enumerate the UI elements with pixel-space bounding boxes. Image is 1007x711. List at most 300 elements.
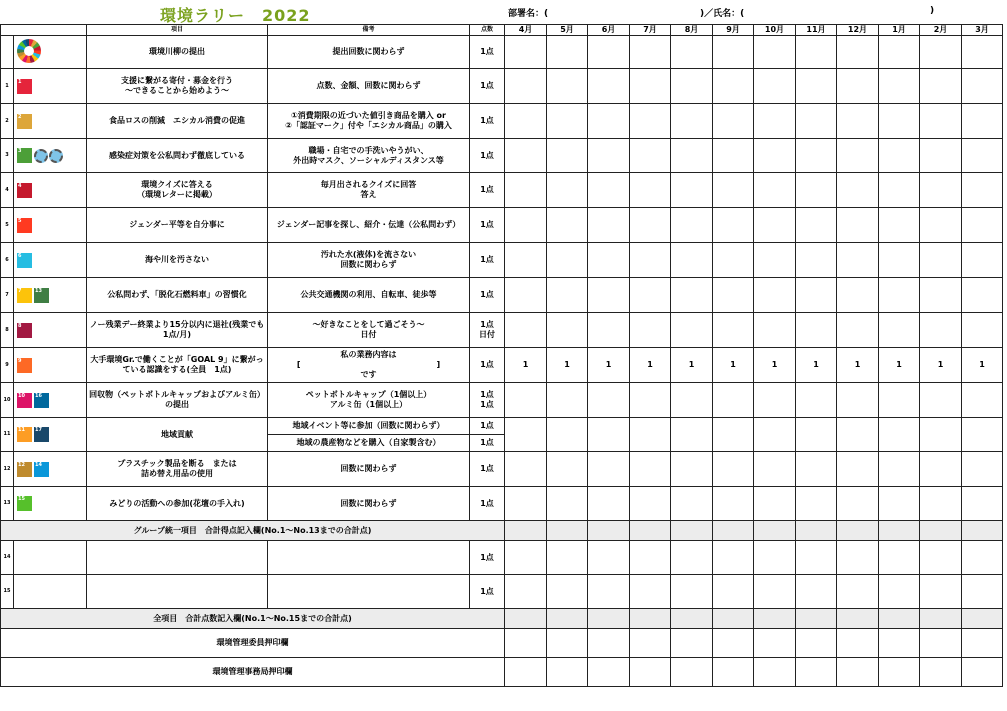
stamp-cell[interactable] (505, 658, 547, 687)
month-entry-cell[interactable] (671, 575, 713, 609)
month-entry-cell[interactable] (713, 104, 754, 139)
month-entry-cell[interactable] (754, 243, 796, 278)
stamp-cell[interactable] (588, 629, 630, 658)
group-total-cell[interactable] (630, 521, 671, 541)
group-total-cell[interactable] (837, 521, 879, 541)
month-entry-cell[interactable]: 1 (630, 348, 671, 383)
table-row (1, 36, 1003, 69)
month-entry-cell[interactable] (505, 208, 547, 243)
month-entry-cell[interactable] (837, 243, 879, 278)
month-entry-cell[interactable] (920, 487, 962, 521)
month-entry-cell[interactable] (505, 69, 547, 104)
remarks-text (268, 383, 470, 418)
month-entry-cell[interactable] (588, 139, 630, 173)
month-entry-cell[interactable] (547, 69, 588, 104)
all-total-cell[interactable] (713, 609, 754, 629)
sdg-number-glyph: 10 (18, 392, 25, 399)
month-entry-cell[interactable] (630, 541, 671, 575)
month-entry-cell[interactable] (713, 383, 754, 418)
group-total-cell[interactable] (713, 521, 754, 541)
month-entry-cell[interactable] (962, 208, 1003, 243)
stamp-cell[interactable] (713, 658, 754, 687)
month-entry-cell[interactable] (505, 575, 547, 609)
stamp-cell[interactable] (630, 658, 671, 687)
points-text (470, 69, 505, 104)
row-number: 14 (1, 541, 14, 575)
month-entry-cell[interactable] (962, 487, 1003, 521)
month-entry-cell[interactable] (547, 313, 588, 348)
month-entry-cell[interactable] (920, 313, 962, 348)
table-row (1, 69, 1003, 104)
month-entry-cell[interactable] (588, 104, 630, 139)
month-entry-cell[interactable] (630, 313, 671, 348)
month-entry-cell[interactable]: 1 (920, 348, 962, 383)
row-number: 1 (1, 69, 14, 104)
month-entry-cell[interactable] (505, 139, 547, 173)
stamp-cell[interactable] (920, 629, 962, 658)
all-total-cell[interactable] (754, 609, 796, 629)
month-entry-cell[interactable] (754, 575, 796, 609)
month-entry-cell[interactable] (588, 243, 630, 278)
remarks-line: 公共交通機関の利用、自転車、徒歩等 (300, 290, 437, 299)
month-entry-cell[interactable] (754, 487, 796, 521)
month-entry-cell[interactable] (754, 541, 796, 575)
month-entry-cell[interactable] (505, 418, 547, 452)
month-entry-cell[interactable] (796, 139, 837, 173)
group-total-cell[interactable] (671, 521, 713, 541)
month-entry-cell[interactable] (547, 487, 588, 521)
month-entry-cell[interactable] (920, 69, 962, 104)
month-entry-cell[interactable] (671, 173, 713, 208)
stamp-cell[interactable] (630, 629, 671, 658)
points-line: 1点 (480, 390, 494, 399)
free-remarks-cell[interactable] (268, 575, 470, 609)
remarks-text: 地域の農産物などを購入（自家製含む） (268, 435, 470, 452)
month-entry-cell[interactable] (671, 104, 713, 139)
month-entry-cell[interactable] (713, 208, 754, 243)
month-entry-cell[interactable] (547, 36, 588, 69)
item-text: 環境川柳の提出 (87, 36, 268, 69)
all-total-cell[interactable] (588, 609, 630, 629)
item-text: 感染症対策を公私問わず徹底している (87, 139, 268, 173)
group-total-cell[interactable] (588, 521, 630, 541)
month-entry-cell[interactable] (837, 36, 879, 69)
free-item-cell[interactable] (87, 575, 268, 609)
stamp-cell[interactable] (588, 658, 630, 687)
header-month: 9月 (713, 25, 754, 36)
sdg-icons-cell (14, 313, 87, 348)
points-text (470, 243, 505, 278)
month-entry-cell[interactable]: 1 (837, 348, 879, 383)
month-entry-cell[interactable] (837, 139, 879, 173)
table-row (1, 139, 1003, 173)
month-entry-cell[interactable] (588, 418, 630, 452)
item-text: 回収物（ペットボトルキャップおよびアルミ缶）の提出 (87, 383, 268, 418)
month-entry-cell[interactable] (962, 383, 1003, 418)
month-entry-cell[interactable] (879, 383, 920, 418)
month-entry-cell[interactable] (713, 278, 754, 313)
month-entry-cell[interactable] (920, 36, 962, 69)
month-entry-cell[interactable] (754, 104, 796, 139)
stamp-cell[interactable] (796, 629, 837, 658)
stamp-cell[interactable] (713, 629, 754, 658)
month-entry-cell[interactable] (588, 173, 630, 208)
month-entry-cell[interactable] (588, 208, 630, 243)
month-entry-cell[interactable] (547, 418, 588, 452)
month-entry-cell[interactable]: 1 (505, 348, 547, 383)
month-entry-cell[interactable] (962, 69, 1003, 104)
month-entry-cell[interactable] (671, 541, 713, 575)
stamp-cell[interactable] (920, 658, 962, 687)
month-entry-cell[interactable] (754, 173, 796, 208)
month-entry-cell[interactable] (837, 418, 879, 452)
month-entry-cell[interactable] (505, 278, 547, 313)
month-entry-cell[interactable] (671, 36, 713, 69)
month-entry-cell[interactable] (671, 313, 713, 348)
month-entry-cell[interactable] (754, 452, 796, 487)
points-line: 1点 (480, 320, 494, 329)
month-entry-cell[interactable] (671, 243, 713, 278)
free-item-cell[interactable] (87, 541, 268, 575)
month-entry-cell[interactable] (920, 243, 962, 278)
month-entry-cell[interactable]: 1 (879, 348, 920, 383)
month-entry-cell[interactable]: 1 (796, 348, 837, 383)
row-number: 7 (1, 278, 14, 313)
month-entry-cell[interactable] (713, 418, 754, 452)
sdg-number-glyph: 3 (18, 148, 22, 154)
sdg-number-glyph: 9 (18, 357, 22, 364)
month-entry-cell[interactable] (547, 243, 588, 278)
points-line: 1点 (480, 290, 494, 299)
month-entry-cell[interactable] (713, 313, 754, 348)
month-entry-cell[interactable] (630, 487, 671, 521)
group-total-cell[interactable] (796, 521, 837, 541)
points-text (470, 208, 505, 243)
month-entry-cell[interactable] (837, 173, 879, 208)
stamp-cell[interactable] (796, 658, 837, 687)
month-entry-cell[interactable] (671, 418, 713, 452)
month-entry-cell[interactable] (754, 418, 796, 452)
month-entry-cell[interactable]: 1 (713, 348, 754, 383)
stamp-cell[interactable] (754, 629, 796, 658)
stamp-cell[interactable] (671, 629, 713, 658)
month-entry-cell[interactable] (713, 487, 754, 521)
item-text: 地域貢献 (87, 418, 268, 452)
points-text (470, 104, 505, 139)
month-entry-cell[interactable] (630, 139, 671, 173)
month-entry-cell[interactable] (920, 104, 962, 139)
sdg-number-glyph: 2 (18, 113, 22, 120)
month-entry-cell[interactable] (962, 243, 1003, 278)
month-entry-cell[interactable] (754, 208, 796, 243)
month-entry-cell[interactable] (630, 69, 671, 104)
sdg-1-icon (17, 79, 32, 94)
stamp-cell[interactable] (505, 629, 547, 658)
stamp-cell[interactable] (879, 658, 920, 687)
month-entry-cell[interactable] (505, 243, 547, 278)
month-entry-cell[interactable] (671, 69, 713, 104)
month-entry-cell[interactable] (671, 278, 713, 313)
month-entry-cell[interactable] (547, 139, 588, 173)
month-entry-cell[interactable] (671, 208, 713, 243)
month-entry-cell[interactable] (879, 313, 920, 348)
month-entry-cell[interactable] (879, 139, 920, 173)
month-entry-cell[interactable] (630, 243, 671, 278)
month-entry-cell[interactable] (505, 313, 547, 348)
month-entry-cell[interactable] (754, 278, 796, 313)
month-entry-cell[interactable] (630, 36, 671, 69)
month-entry-cell[interactable] (837, 278, 879, 313)
points-text: 1点 (470, 575, 505, 609)
month-entry-cell[interactable] (505, 36, 547, 69)
month-entry-cell[interactable] (879, 487, 920, 521)
group-total-cell[interactable] (547, 521, 588, 541)
stamp-cell[interactable] (837, 658, 879, 687)
month-entry-cell[interactable] (547, 173, 588, 208)
month-entry-cell[interactable] (920, 173, 962, 208)
all-total-cell[interactable] (879, 609, 920, 629)
table-row (1, 173, 1003, 208)
month-entry-cell[interactable] (837, 313, 879, 348)
month-entry-cell[interactable] (547, 541, 588, 575)
month-entry-cell[interactable] (879, 452, 920, 487)
month-entry-cell[interactable] (547, 278, 588, 313)
month-entry-cell[interactable] (588, 487, 630, 521)
month-entry-cell[interactable] (962, 313, 1003, 348)
month-entry-cell[interactable] (837, 541, 879, 575)
month-entry-cell[interactable] (796, 313, 837, 348)
remarks-text (268, 313, 470, 348)
month-entry-cell[interactable] (547, 383, 588, 418)
month-entry-cell[interactable] (630, 418, 671, 452)
month-entry-cell[interactable] (879, 243, 920, 278)
month-entry-cell[interactable] (588, 36, 630, 69)
month-entry-cell[interactable] (713, 243, 754, 278)
month-entry-cell[interactable] (630, 208, 671, 243)
month-entry-cell[interactable] (796, 487, 837, 521)
month-entry-cell[interactable] (796, 575, 837, 609)
row-number: 6 (1, 243, 14, 278)
all-total-cell[interactable] (547, 609, 588, 629)
all-total-cell[interactable] (962, 609, 1003, 629)
month-entry-cell[interactable] (505, 383, 547, 418)
month-entry-cell[interactable] (547, 575, 588, 609)
month-entry-cell[interactable]: 1 (547, 348, 588, 383)
month-entry-cell[interactable] (796, 452, 837, 487)
month-entry-cell[interactable] (630, 104, 671, 139)
all-total-cell[interactable] (796, 609, 837, 629)
month-entry-cell[interactable] (630, 278, 671, 313)
stamp-cell[interactable] (962, 629, 1003, 658)
item-text: プラスチック製品を断る または 詰め替え用品の使用 (87, 452, 268, 487)
month-entry-cell[interactable] (713, 575, 754, 609)
free-icon-cell[interactable] (14, 541, 87, 575)
sdg-icons-cell (14, 36, 87, 69)
month-entry-cell[interactable] (713, 139, 754, 173)
month-entry-cell[interactable] (837, 208, 879, 243)
month-entry-cell[interactable] (879, 278, 920, 313)
month-entry-cell[interactable] (962, 36, 1003, 69)
month-entry-cell[interactable] (796, 383, 837, 418)
month-entry-cell[interactable] (588, 278, 630, 313)
month-entry-cell[interactable] (920, 278, 962, 313)
group-total-cell[interactable] (962, 521, 1003, 541)
stamp-cell[interactable] (754, 658, 796, 687)
stamp-cell[interactable] (547, 629, 588, 658)
group-total-cell[interactable] (505, 521, 547, 541)
month-entry-cell[interactable] (630, 383, 671, 418)
month-entry-cell[interactable] (505, 173, 547, 208)
month-entry-cell[interactable] (713, 36, 754, 69)
month-entry-cell[interactable] (920, 575, 962, 609)
month-entry-cell[interactable] (505, 487, 547, 521)
points-text (470, 348, 505, 383)
month-entry-cell[interactable] (754, 383, 796, 418)
month-entry-cell[interactable] (879, 418, 920, 452)
month-entry-cell[interactable] (879, 208, 920, 243)
month-entry-cell[interactable] (754, 36, 796, 69)
month-entry-cell[interactable] (796, 173, 837, 208)
points-line: 1点 (480, 116, 494, 125)
points-text (470, 487, 505, 521)
month-entry-cell[interactable] (671, 139, 713, 173)
month-entry-cell[interactable] (837, 575, 879, 609)
month-entry-cell[interactable] (588, 575, 630, 609)
stamp-cell[interactable] (879, 629, 920, 658)
all-total-cell[interactable] (671, 609, 713, 629)
month-entry-cell[interactable] (920, 418, 962, 452)
month-entry-cell[interactable] (588, 383, 630, 418)
sdg-number-glyph: 6 (18, 252, 22, 259)
month-entry-cell[interactable] (630, 173, 671, 208)
month-entry-cell[interactable] (796, 418, 837, 452)
sdg-icons-cell (14, 69, 87, 104)
all-total-row (1, 609, 1003, 629)
points-text (470, 278, 505, 313)
remarks-line: 私の業務内容は (340, 350, 397, 359)
month-entry-cell[interactable] (630, 575, 671, 609)
all-total-cell[interactable] (630, 609, 671, 629)
header-row (1, 25, 1003, 36)
month-entry-cell[interactable] (754, 139, 796, 173)
month-entry-cell[interactable] (671, 383, 713, 418)
month-entry-cell[interactable] (796, 104, 837, 139)
month-entry-cell[interactable] (505, 104, 547, 139)
sdg-icons-cell (14, 208, 87, 243)
month-entry-cell[interactable] (879, 541, 920, 575)
month-entry-cell[interactable]: 1 (962, 348, 1003, 383)
month-entry-cell[interactable] (713, 173, 754, 208)
group-total-cell[interactable] (754, 521, 796, 541)
month-entry-cell[interactable] (879, 104, 920, 139)
month-entry-cell[interactable] (962, 452, 1003, 487)
month-entry-cell[interactable] (754, 313, 796, 348)
month-entry-cell[interactable] (671, 452, 713, 487)
month-entry-cell[interactable]: 1 (754, 348, 796, 383)
month-entry-cell[interactable] (796, 208, 837, 243)
all-total-cell[interactable] (837, 609, 879, 629)
month-entry-cell[interactable] (505, 541, 547, 575)
month-entry-cell[interactable] (796, 541, 837, 575)
month-entry-cell[interactable] (962, 541, 1003, 575)
month-entry-cell[interactable] (920, 383, 962, 418)
month-entry-cell[interactable] (879, 575, 920, 609)
month-entry-cell[interactable] (796, 69, 837, 104)
month-entry-cell[interactable] (588, 69, 630, 104)
month-entry-cell[interactable] (837, 69, 879, 104)
month-entry-cell[interactable] (588, 541, 630, 575)
month-entry-cell[interactable] (630, 452, 671, 487)
month-entry-cell[interactable] (796, 243, 837, 278)
stamp-cell[interactable] (671, 658, 713, 687)
month-entry-cell[interactable] (920, 208, 962, 243)
month-entry-cell[interactable] (588, 313, 630, 348)
month-entry-cell[interactable] (837, 487, 879, 521)
month-entry-cell[interactable] (505, 452, 547, 487)
table-row (1, 348, 1003, 383)
all-total-cell[interactable] (920, 609, 962, 629)
remarks-line: 回数に関わらず (340, 498, 397, 508)
month-entry-cell[interactable] (837, 104, 879, 139)
all-total-cell[interactable] (505, 609, 547, 629)
group-total-cell[interactable] (879, 521, 920, 541)
free-remarks-cell[interactable] (268, 541, 470, 575)
month-entry-cell[interactable] (754, 69, 796, 104)
month-entry-cell[interactable] (962, 418, 1003, 452)
month-entry-cell[interactable] (796, 36, 837, 69)
sdg-15-icon (17, 496, 32, 511)
month-entry-cell[interactable] (920, 452, 962, 487)
item-text: 海や川を汚さない (87, 243, 268, 278)
month-entry-cell[interactable] (920, 139, 962, 173)
month-entry-cell[interactable] (713, 541, 754, 575)
points-text (470, 139, 505, 173)
remarks-line: 毎月出されるクイズに回答 (320, 180, 417, 189)
month-entry-cell[interactable] (713, 452, 754, 487)
month-entry-cell[interactable] (962, 139, 1003, 173)
month-entry-cell[interactable] (962, 575, 1003, 609)
month-entry-cell[interactable] (713, 69, 754, 104)
group-total-cell[interactable] (920, 521, 962, 541)
stamp-cell[interactable] (962, 658, 1003, 687)
free-icon-cell[interactable] (14, 575, 87, 609)
month-entry-cell[interactable] (962, 173, 1003, 208)
stamp-cell[interactable] (547, 658, 588, 687)
month-entry-cell[interactable] (547, 452, 588, 487)
row-number: 8 (1, 313, 14, 348)
month-entry-cell[interactable]: 1 (671, 348, 713, 383)
month-entry-cell[interactable] (796, 278, 837, 313)
stamp-cell[interactable] (837, 629, 879, 658)
month-entry-cell[interactable] (879, 173, 920, 208)
month-entry-cell[interactable] (671, 487, 713, 521)
month-entry-cell[interactable] (879, 36, 920, 69)
month-entry-cell[interactable]: 1 (588, 348, 630, 383)
sdg-icons-cell (14, 487, 87, 521)
remarks-line: 外出時マスク、ソーシャルディスタンス等 (293, 155, 444, 165)
item-text: 食品ロスの削減 エシカル消費の促進 (87, 104, 268, 139)
month-entry-cell[interactable] (837, 452, 879, 487)
month-entry-cell[interactable] (547, 208, 588, 243)
sdg-number-glyph: 16 (35, 392, 42, 399)
month-entry-cell[interactable] (588, 452, 630, 487)
month-entry-cell[interactable] (547, 104, 588, 139)
month-entry-cell[interactable] (920, 541, 962, 575)
month-entry-cell[interactable] (837, 383, 879, 418)
month-entry-cell[interactable] (962, 278, 1003, 313)
month-entry-cell[interactable] (962, 104, 1003, 139)
month-entry-cell[interactable] (879, 69, 920, 104)
